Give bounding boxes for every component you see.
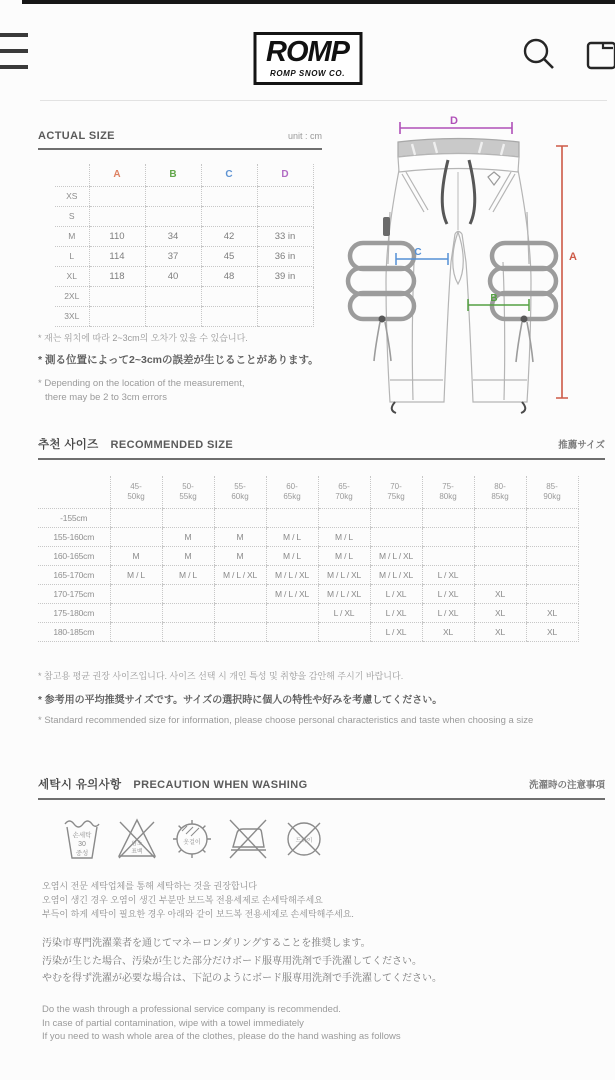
size-value-cell [201, 206, 257, 226]
column-header-C: C [201, 164, 257, 186]
recommended-size-cell: M [214, 546, 266, 565]
washing-title-en: PRECAUTION WHEN WASHING [133, 779, 308, 791]
size-value-cell: 37 [145, 246, 201, 266]
recommended-size-cell [422, 508, 474, 527]
hand-wash-icon [60, 812, 104, 862]
recommended-size-cell: M / L / XL [318, 565, 370, 584]
size-value-cell: 110 [89, 226, 145, 246]
washing-paragraph-japanese [42, 935, 582, 988]
height-row [38, 584, 578, 603]
search-icon[interactable] [520, 36, 558, 74]
height-label: 155-160cm [38, 527, 110, 546]
height-row [38, 508, 578, 527]
washing-title-ko: 세탁시 유의사항 [38, 779, 122, 791]
recommended-size-cell: L / XL [370, 622, 422, 641]
recommended-size-cell [526, 546, 578, 565]
height-row [38, 565, 578, 584]
size-label: M [55, 226, 89, 246]
text-line: やむを得ず洗濯が必要な場合は、下記のようにボード服専用洗剤で手洗濯してください。 [42, 973, 442, 984]
recommended-size-cell: L / XL [318, 603, 370, 622]
size-value-cell [201, 186, 257, 206]
recommended-size-cell: M / L / XL [370, 546, 422, 565]
table-header-row [55, 164, 313, 186]
recommended-size-cell: XL [422, 622, 474, 641]
size-label: 2XL [55, 286, 89, 306]
weight-column-header: 85- 90kg [526, 476, 578, 508]
recommended-size-cell [474, 546, 526, 565]
recommended-size-cell [214, 603, 266, 622]
recommended-size-cell: M [110, 546, 162, 565]
recommended-size-cell: M [214, 527, 266, 546]
recommended-size-cell: M / L / XL [318, 584, 370, 603]
height-row [38, 527, 578, 546]
recommended-size-notes [38, 669, 600, 726]
recommended-size-cell [266, 603, 318, 622]
height-label: 175-180cm [38, 603, 110, 622]
size-value-cell [201, 286, 257, 306]
logo-subtitle: ROMP SNOW CO. [269, 69, 346, 78]
recommended-size-cell: M / L [266, 527, 318, 546]
recommended-title-ja: 推薦サイズ [558, 440, 605, 451]
pants-measurement-diagram [342, 112, 612, 424]
size-value-cell [145, 286, 201, 306]
recommended-size-cell [526, 527, 578, 546]
svg-text:표백: 표백 [131, 849, 143, 855]
recommended-size-cell [370, 527, 422, 546]
text-line: Do the wash through a professional service company is recommended. [42, 1004, 341, 1015]
recommended-size-cell: M [162, 527, 214, 546]
size-value-cell: 42 [201, 226, 257, 246]
note-korean: * 재는 위치에 따라 2~3cm의 오차가 있을 수 있습니다. [38, 333, 248, 343]
note-japanese: * 測る位置によって2~3cmの誤差が生じることがあります。 [38, 354, 319, 366]
recommended-size-cell: M / L / XL [370, 565, 422, 584]
size-label: XL [55, 266, 89, 286]
recommended-size-cell [422, 527, 474, 546]
size-label: L [55, 246, 89, 266]
menu-icon[interactable] [0, 31, 28, 73]
size-row-S [55, 206, 313, 226]
size-value-cell: 39 in [257, 266, 313, 286]
column-header-D: D [257, 164, 313, 186]
recommended-size-cell: L / XL [370, 584, 422, 603]
size-value-cell: 36 in [257, 246, 313, 266]
recommended-size-cell [110, 527, 162, 546]
recommended-size-cell: M / L / XL [214, 565, 266, 584]
washing-heading [38, 776, 605, 800]
table-header-row [38, 476, 578, 508]
height-label: 160-165cm [38, 546, 110, 565]
size-value-cell [89, 286, 145, 306]
measure-b-line [468, 299, 529, 311]
size-row-L [55, 246, 313, 266]
measure-d-label: D [450, 115, 458, 127]
recommended-size-cell [526, 565, 578, 584]
no-bleach-icon [115, 812, 159, 862]
recommended-size-cell: L / XL [370, 603, 422, 622]
corner-cell [38, 476, 110, 508]
washing-paragraph-korean [42, 879, 582, 921]
weight-column-header: 75- 80kg [422, 476, 474, 508]
size-label: XS [55, 186, 89, 206]
actual-size-title: ACTUAL SIZE [38, 130, 115, 142]
hang-dry-icon [170, 812, 214, 862]
svg-text:중성: 중성 [75, 850, 89, 857]
size-value-cell [89, 306, 145, 326]
weight-column-header: 50- 55kg [162, 476, 214, 508]
recommended-size-cell [214, 584, 266, 603]
recommended-size-cell: M / L [110, 565, 162, 584]
size-value-cell [201, 306, 257, 326]
column-header-A: A [89, 164, 145, 186]
recommended-size-cell: M / L [318, 546, 370, 565]
svg-text:손세탁: 손세탁 [72, 832, 92, 839]
height-label: -155cm [38, 508, 110, 527]
svg-text:30: 30 [78, 841, 86, 848]
recommended-size-cell [110, 603, 162, 622]
recommended-size-cell [110, 508, 162, 527]
text-line: 汚染市専門洗濯業者を通じてマネーロンダリングすることを推奨します。 [42, 938, 371, 949]
actual-size-notes [38, 331, 348, 405]
measure-a-line [556, 146, 568, 398]
size-row-3XL [55, 306, 313, 326]
measure-b-label: B [490, 293, 498, 304]
size-value-cell [257, 206, 313, 226]
weight-column-header: 55- 60kg [214, 476, 266, 508]
size-value-cell: 114 [89, 246, 145, 266]
brand-logo[interactable] [253, 32, 362, 85]
washing-paragraph-english [42, 1003, 582, 1044]
recommended-size-cell: M / L [318, 527, 370, 546]
size-value-cell [145, 306, 201, 326]
height-label: 180-185cm [38, 622, 110, 641]
actual-size-table [55, 164, 314, 327]
recommended-size-cell: M / L [266, 546, 318, 565]
measure-a-label: A [569, 251, 577, 263]
recommended-size-cell: XL [474, 584, 526, 603]
text-line: 汚染が生じた場合、汚染が生じた部分だけボード服専用洗剤で手洗濯してください。 [42, 955, 422, 967]
size-value-cell: 34 [145, 226, 201, 246]
cart-icon[interactable] [586, 36, 615, 74]
corner-cell [55, 164, 89, 186]
recommended-size-heading [38, 436, 605, 460]
recommended-size-cell [162, 622, 214, 641]
washing-title-ja: 洗濯時の注意事項 [528, 780, 605, 791]
text-line: If you need to wash whole area of the clothes, please do the hand washing as follows [42, 1031, 401, 1042]
size-value-cell [257, 306, 313, 326]
weight-column-header: 70- 75kg [370, 476, 422, 508]
recommended-size-cell [318, 508, 370, 527]
size-value-cell [257, 186, 313, 206]
size-value-cell: 118 [89, 266, 145, 286]
header-divider [40, 100, 607, 101]
recommended-size-cell [474, 565, 526, 584]
size-value-cell: 40 [145, 266, 201, 286]
recommended-size-cell [110, 584, 162, 603]
measure-c-line [396, 253, 448, 265]
size-value-cell: 48 [201, 266, 257, 286]
size-value-cell [89, 206, 145, 226]
recommended-size-table [38, 476, 579, 642]
size-value-cell [89, 186, 145, 206]
recommended-title-ko: 추천 사이즈 [38, 439, 99, 451]
actual-size-heading [38, 130, 322, 150]
size-row-2XL [55, 286, 313, 306]
recommended-size-cell [422, 546, 474, 565]
recommended-size-cell [266, 622, 318, 641]
screen-edge-top [22, 0, 615, 4]
recommended-size-cell [266, 508, 318, 527]
size-row-XS [55, 186, 313, 206]
recommended-size-cell [162, 508, 214, 527]
unit-label: unit : cm [287, 131, 322, 141]
weight-column-header: 80- 85kg [474, 476, 526, 508]
text-line: 부득이 하게 세탁이 필요한 경우 아래와 같이 보드복 전용세제로 손세탁해주세요. [42, 909, 354, 919]
recommended-size-cell [370, 508, 422, 527]
recommended-size-cell [474, 527, 526, 546]
note-english-line1: * Depending on the location of the measurement, [38, 378, 245, 389]
svg-text:옷걸이: 옷걸이 [183, 840, 201, 846]
text-line: 오염시 전문 세탁업체를 통해 세탁하는 것을 권장합니다 [42, 881, 257, 891]
care-symbol-row [60, 812, 326, 862]
height-label: 170-175cm [38, 584, 110, 603]
recommended-size-cell: L / XL [422, 584, 474, 603]
recommended-size-cell [318, 622, 370, 641]
recommended-size-cell: M [162, 546, 214, 565]
size-row-XL [55, 266, 313, 286]
height-label: 165-170cm [38, 565, 110, 584]
recommended-size-cell [162, 603, 214, 622]
recommended-size-cell: M / L [162, 565, 214, 584]
note-japanese: * 参考用の平均推奨サイズです。サイズの選択時に個人の特性や好みを考慮してください。 [38, 695, 443, 706]
svg-text:드라이: 드라이 [295, 838, 313, 844]
recommended-size-cell: XL [474, 622, 526, 641]
recommended-size-cell [214, 622, 266, 641]
size-label: 3XL [55, 306, 89, 326]
recommended-size-cell: XL [526, 603, 578, 622]
no-iron-icon [225, 812, 271, 862]
recommended-size-cell: M / L / XL [266, 584, 318, 603]
text-line: In case of partial contamination, wipe with a towel immediately [42, 1017, 304, 1029]
weight-column-header: 45- 50kg [110, 476, 162, 508]
recommended-size-cell: XL [526, 622, 578, 641]
recommended-size-cell [474, 508, 526, 527]
height-row [38, 622, 578, 641]
recommended-size-cell [162, 584, 214, 603]
size-row-M [55, 226, 313, 246]
recommended-size-cell [526, 508, 578, 527]
no-dry-clean-icon [282, 812, 326, 862]
recommended-size-cell: L / XL [422, 565, 474, 584]
weight-column-header: 60- 65kg [266, 476, 318, 508]
weight-column-header: 65- 70kg [318, 476, 370, 508]
logo-title: ROMP [266, 36, 349, 68]
column-header-B: B [145, 164, 201, 186]
size-label: S [55, 206, 89, 226]
note-english-line2: there may be 2 to 3cm errors [45, 392, 167, 403]
size-value-cell: 33 in [257, 226, 313, 246]
recommended-size-cell: XL [474, 603, 526, 622]
recommended-size-cell: L / XL [422, 603, 474, 622]
recommended-size-cell: M / L / XL [266, 565, 318, 584]
svg-text:염소: 염소 [131, 841, 143, 847]
recommended-size-cell [110, 622, 162, 641]
size-value-cell [145, 186, 201, 206]
recommended-size-cell [214, 508, 266, 527]
size-value-cell [145, 206, 201, 226]
measure-c-label: C [414, 247, 422, 258]
recommended-size-cell [526, 584, 578, 603]
note-korean: * 참고용 평균 권장 사이즈입니다. 사이즈 선택 시 개인 특성 및 취향을 감안해 주시기 바랍니다. [38, 671, 404, 681]
text-line: 오염이 생긴 경우 오염이 생긴 부분만 보드복 전용세제로 손세탁해주세요 [42, 895, 323, 905]
height-row [38, 603, 578, 622]
size-value-cell [257, 286, 313, 306]
note-english: * Standard recommended size for information, please choose personal characteristics and taste when choosing a size [38, 715, 534, 726]
size-value-cell: 45 [201, 246, 257, 266]
recommended-title-en: RECOMMENDED SIZE [110, 439, 234, 451]
height-row [38, 546, 578, 565]
